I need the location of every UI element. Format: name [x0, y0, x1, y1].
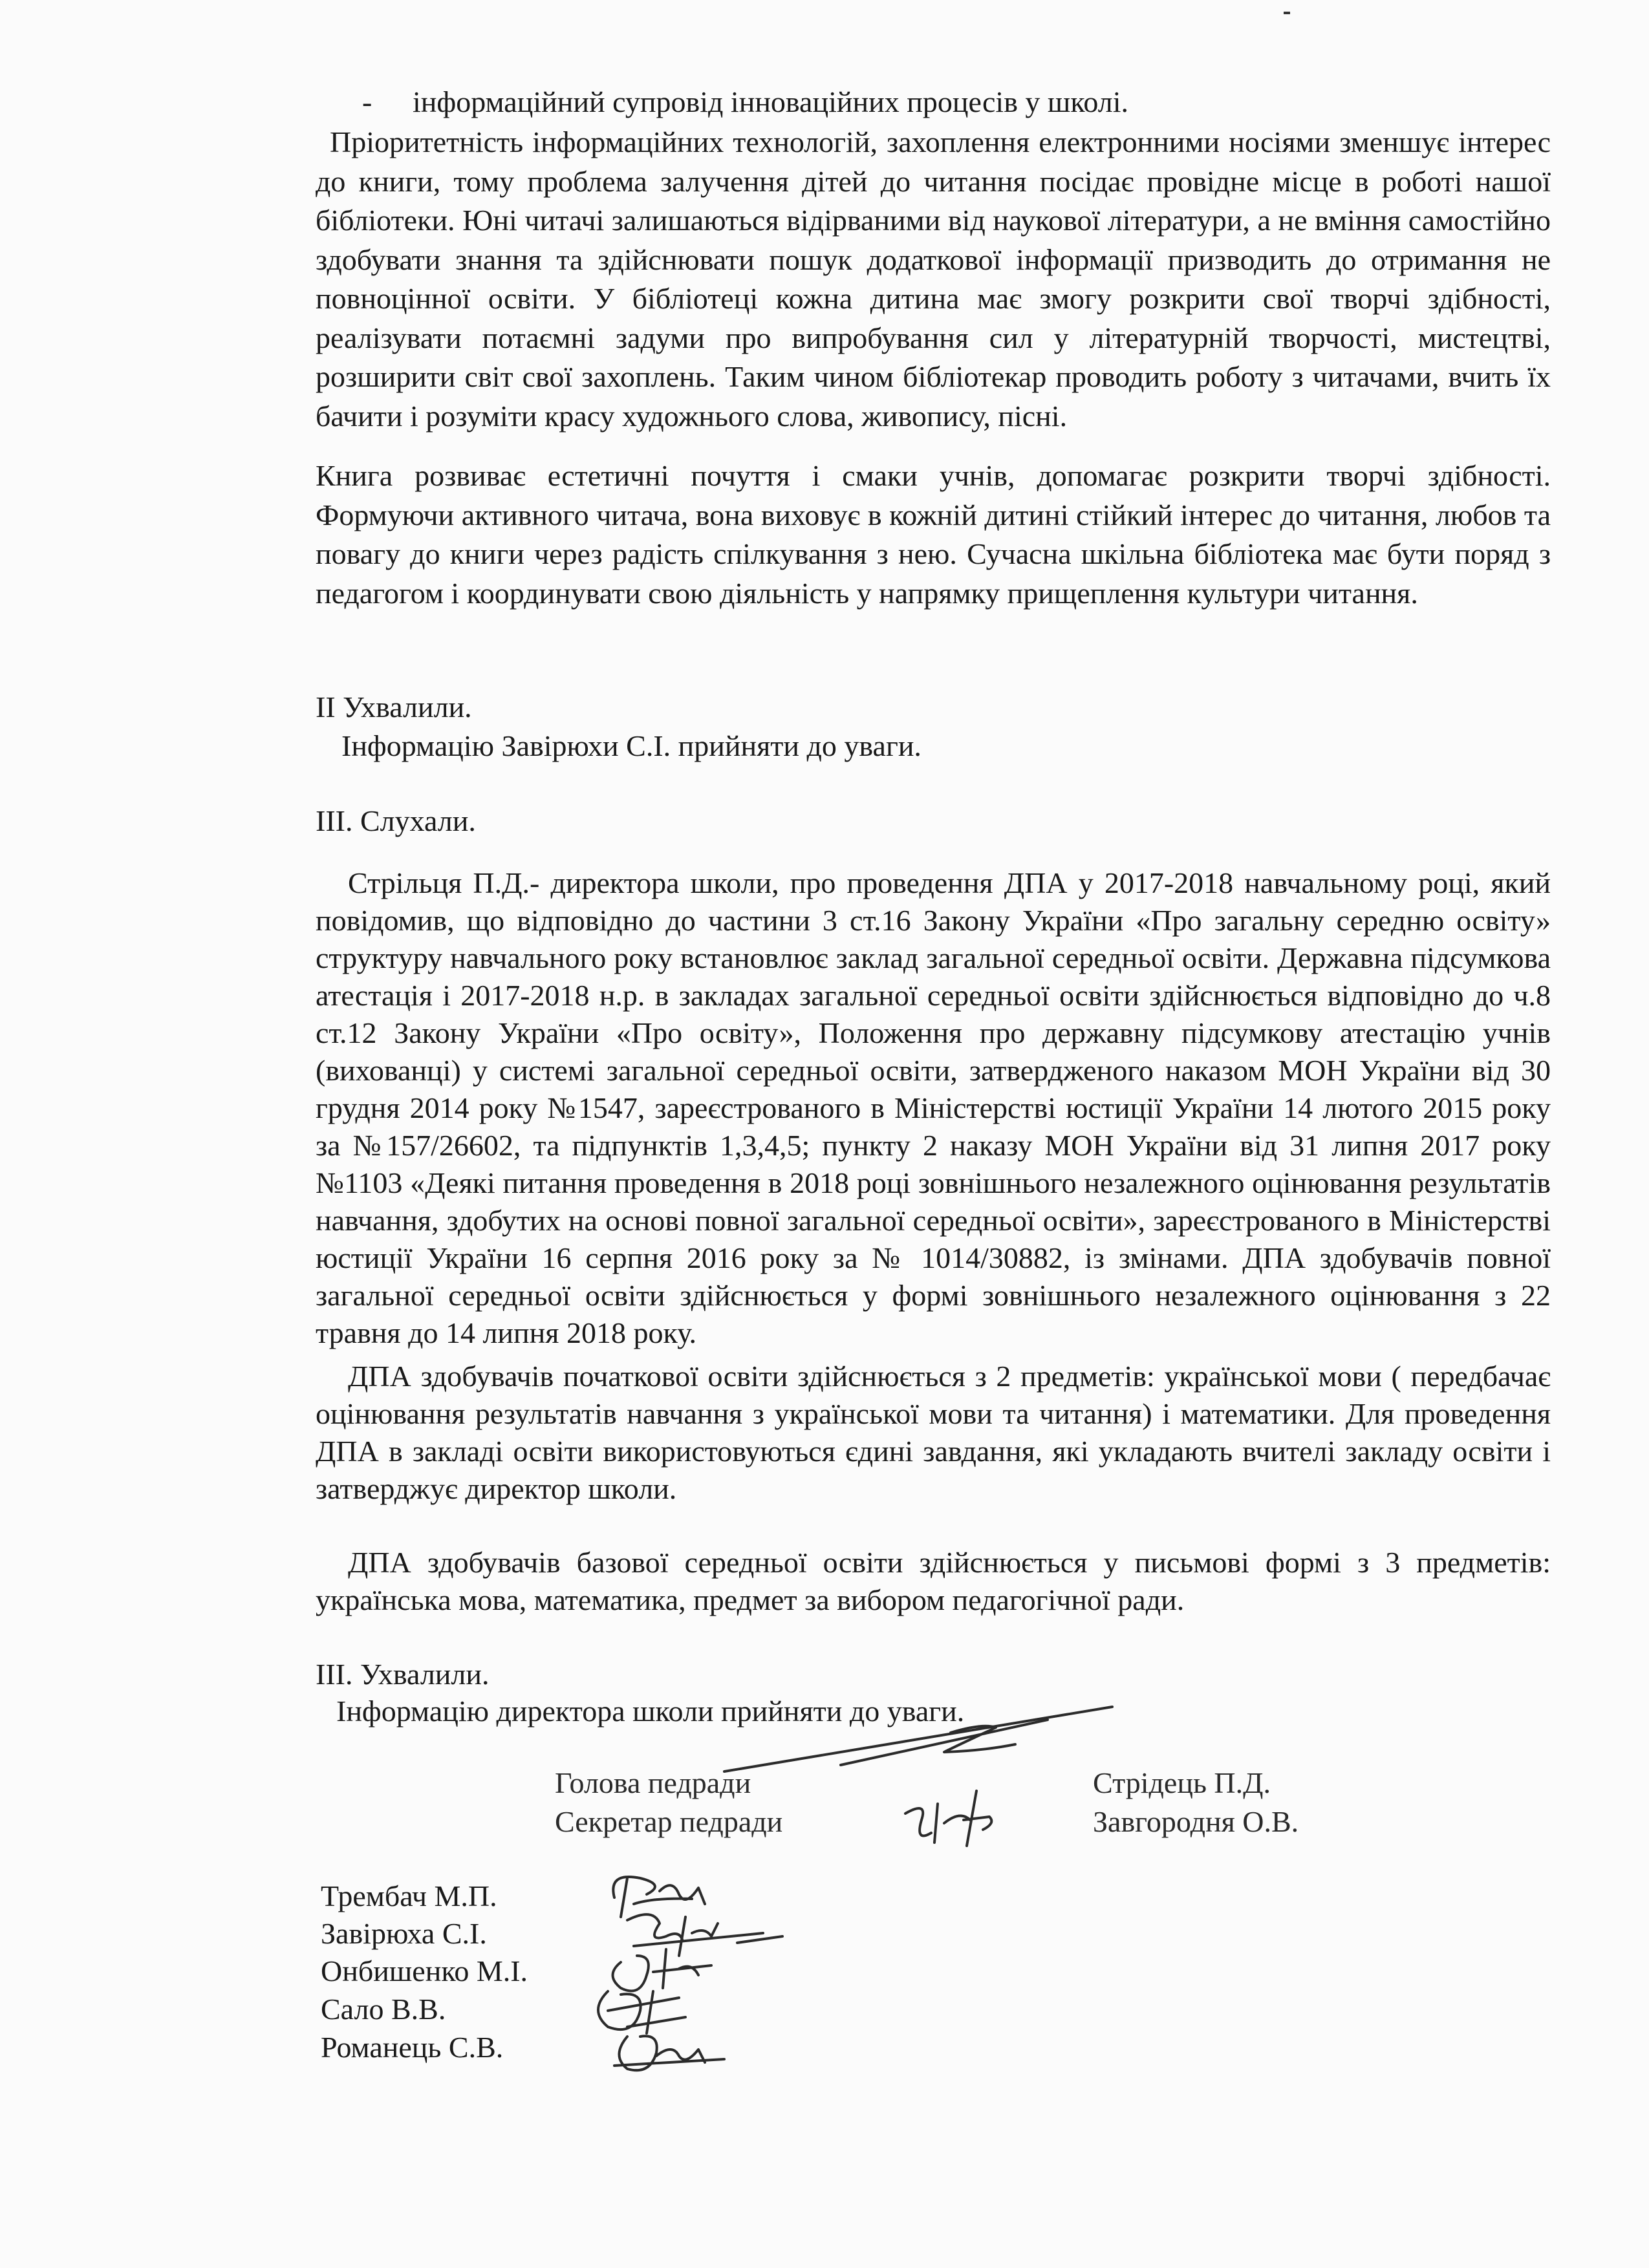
heading-heard-3: III. Слухали. [316, 804, 476, 837]
paragraph-book-development: Книга розвиває естетичні почуття і смаки учнів, допомагає розкрити творчі здібності. Формуючи активного читача, вона виховує в кожній дитині стійкий інтерес до читання, любов та повагу до книги через радість спілкування з нею. Сучасна шкільна бібліотека має бути поряд з педагогом і координувати свою діяльність у напрямку прищеплення культури читання. [316, 459, 1551, 610]
member-name: Трембач М.П. [321, 1879, 497, 1912]
heading-resolved-2: II Ухвалили. [316, 690, 472, 723]
paragraph-dpa-primary: ДПА здобувачів початкової освіти здійснюється з 2 предметів: української мови ( передбачає оцінювання результатів навчання з української мови та читання) і математики. Для проведення ДПА в закладі освіти використовуються єдині завдання, які укладають вчителі закладу освіти і затверджує директор школи. [316, 1360, 1551, 1505]
member-signature [601, 2011, 744, 2082]
heading-resolved-3: III. Ухвалили. [316, 1658, 490, 1691]
secretary-name: Завгородня О.В. [1093, 1805, 1299, 1838]
chair-signature [711, 1694, 1125, 1778]
scan-mark [1284, 12, 1290, 14]
secretary-title: Секретар педради [555, 1805, 783, 1838]
member-name: Романець С.В. [321, 2031, 504, 2064]
paragraph-dpa-basic: ДПА здобувачів базової середньої освіти здійснюється у письмові формі з 3 предметів: українська мова, математика, предмет за вибором педагогічної ради. [316, 1546, 1551, 1616]
member-name: Завірюха С.І. [321, 1917, 487, 1950]
paragraph-dpa-report: Стрільця П.Д.- директора школи, про проведення ДПА у 2017-2018 навчальному році, який повідомив, що відповідно до частини 3 ст.16 Закону України «Про загальну середню освіту» структуру навчального року встановлює заклад загальної середньої освіти. Державна підсумкова атестація і 2017-2018 н.р. в закладах загальної середньої освіти здійснюється відповідно до ч.8 ст.12 Закону України «Про освіту», Положення про державну підсумкову атестацію учнів (вихованці) у системі загальної середньої освіти, затвердженого наказом МОН України від 30 грудня 2014 року №1547, зареєстрованого в Міністерстві юстиції України 14 лютого 2015 року за №157/26602, та підпунктів 1,3,4,5; пункту 2 наказу МОН України від 31 липня 2017 року №1103 «Деякі питання проведення в 2018 році зовнішнього незалежного оцінювання результатів навчання, здобутих на основі повної загальної середньої освіти», зареєстрованого в Міністерстві юстиції України 16 серпня 2016 року за № 1014/30882, із змінами. ДПА здобувачів повної загальної середньої освіти здійснюється у формі зовнішнього незалежного оцінювання з 22 травня до 14 липня 2018 року. [316, 866, 1551, 1349]
resolution-text-2: Інформацію Завірюхи С.І. прийняти до уваги. [341, 729, 921, 762]
bullet-text: інформаційний супровід інноваційних процесів у школі. [413, 85, 1128, 118]
signature-row-secretary [0, 1803, 1649, 1841]
chair-title: Голова педради [555, 1766, 751, 1799]
member-name: Сало В.В. [321, 1993, 446, 2026]
chair-name: Стрідець П.Д. [1093, 1766, 1271, 1799]
bullet-item [362, 83, 1128, 122]
member-name: Онбишенко М.І. [321, 1954, 528, 1987]
paragraph-library-priority: Пріоритетність інформаційних технологій, захоплення електронними носіями зменшує інтерес до книги, тому проблема залучення дітей до читання посідає провідне місце в роботі нашої бібліотеки. Юні читачі залишаються відірваними від наукової літератури, а не вміння самостійно здобувати знання та здійснювати пошук додаткової інформації призводить до отримання не повноцінної освіти. У бібліотеці кожна дитина має змогу розкрити свої творчі здібності, реалізувати потаємні задуми про випробування сил у літературній творчості, мистецтві, розширити світ свої захоплень. Таким чином бібліотекар проводить роботу з читачами, вчить їх бачити і розуміти красу художнього слова, живопису, пісні. [316, 125, 1551, 433]
bullet-dash: - [362, 85, 372, 118]
secretary-signature [899, 1784, 1015, 1856]
resolution-text-3: Інформацію директора школи прийняти до уваги. [336, 1695, 965, 1728]
